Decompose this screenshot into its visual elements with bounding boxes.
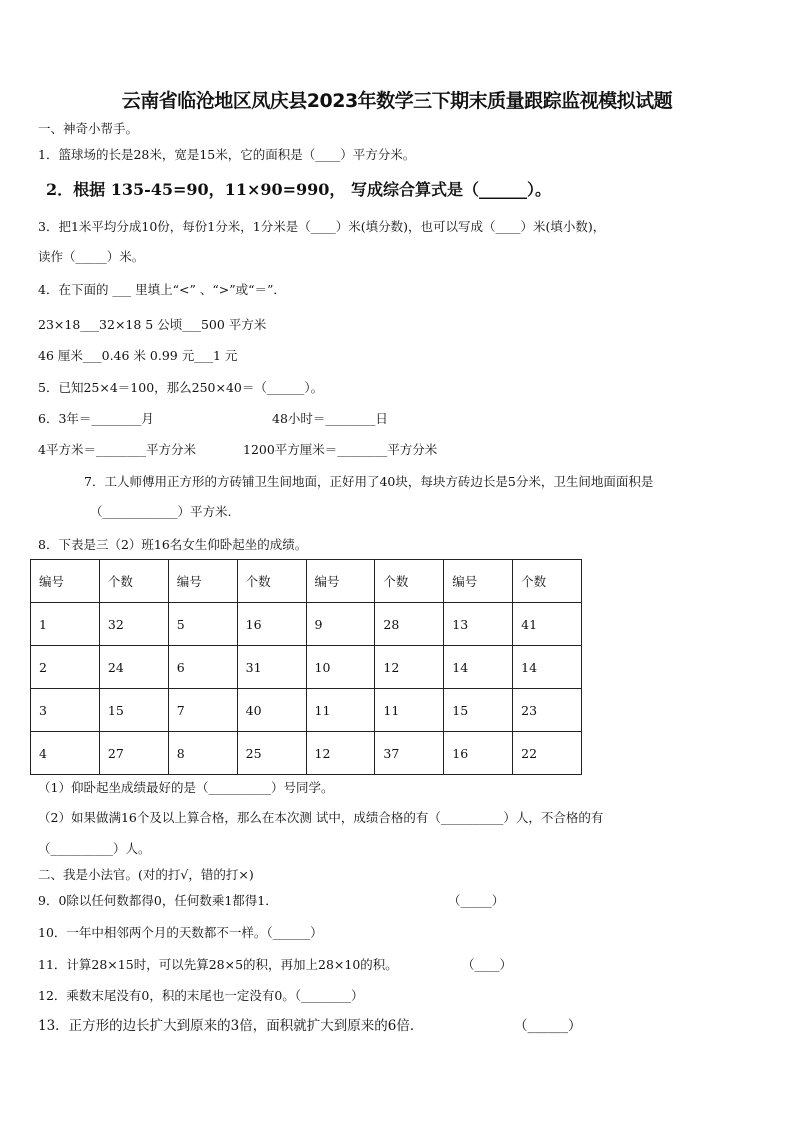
table-cell: 9 — [306, 603, 375, 646]
table-header-cell: 个数 — [375, 560, 444, 603]
table-cell: 14 — [444, 646, 513, 689]
table-cell: 11 — [375, 689, 444, 732]
table-header-cell: 个数 — [513, 560, 582, 603]
section-heading-2: 二、我是小法官。(对的打√，错的打×) — [38, 867, 254, 882]
table-cell: 5 — [168, 603, 237, 646]
table-cell: 14 — [513, 646, 582, 689]
table-cell: 7 — [168, 689, 237, 732]
table-header-cell: 编号 — [444, 560, 513, 603]
table-cell: 31 — [237, 646, 306, 689]
table-cell: 28 — [375, 603, 444, 646]
question-8-part-1: （1）仰卧起坐成绩最好的是（__________）号同学。 — [38, 780, 334, 795]
question-6-b: 48小时＝________日 — [272, 411, 388, 426]
table-cell: 23 — [513, 689, 582, 732]
question-7-line-2: （____________）平方米. — [90, 504, 232, 519]
table-header-cell: 编号 — [306, 560, 375, 603]
section-heading-1: 一、神奇小帮手。 — [38, 121, 139, 136]
table-cell: 25 — [237, 732, 306, 775]
table-cell: 16 — [237, 603, 306, 646]
question-3-line-1: 3．把1米平均分成10份，每份1分米，1分米是（____）米(填分数)，也可以写成（____）米(填小数)， — [38, 219, 606, 234]
question-8-part-2-line-2: （__________）人。 — [38, 841, 151, 856]
table-header-cell: 个数 — [237, 560, 306, 603]
table-cell: 4 — [31, 732, 100, 775]
question-4-row-1: 23×18___32×18 5 公顷___500 平方米 — [38, 317, 267, 332]
question-5: 5．已知25×4＝100，那么250×40＝（______）。 — [38, 380, 324, 395]
table-cell: 8 — [168, 732, 237, 775]
question-6-c: 4平方米＝________平方分米 — [38, 442, 196, 457]
table-cell: 13 — [444, 603, 513, 646]
table-cell: 24 — [99, 646, 168, 689]
question-12: 12．乘数末尾没有0，积的末尾也一定没有0。（________） — [38, 988, 364, 1003]
question-4: 4．在下面的 ___ 里填上“<” 、“>”或“＝”． — [38, 282, 286, 297]
question-4-row-2: 46 厘米___0.46 米 0.99 元___1 元 — [38, 348, 238, 363]
question-1: 1．篮球场的长是28米，宽是15米，它的面积是（____）平方分米。 — [38, 147, 416, 162]
question-13: 13．正方形的边长扩大到原来的3倍，面积就扩大到原来的6倍． — [38, 1018, 424, 1034]
table-header-row — [31, 560, 582, 603]
table-cell: 15 — [99, 689, 168, 732]
question-6-d: 1200平方厘米＝________平方分米 — [243, 442, 438, 457]
table-cell: 1 — [31, 603, 100, 646]
table-cell: 12 — [306, 732, 375, 775]
table-cell: 22 — [513, 732, 582, 775]
table-row — [31, 646, 582, 689]
table-header-cell: 个数 — [99, 560, 168, 603]
question-2: 2．根据 135-45=90，11×90=990， 写成综合算式是（______）。 — [46, 180, 551, 199]
table-cell: 6 — [168, 646, 237, 689]
table-cell: 15 — [444, 689, 513, 732]
question-10: 10．一年中相邻两个月的天数都不一样。（______） — [38, 925, 323, 940]
table-cell: 37 — [375, 732, 444, 775]
table-row — [31, 732, 582, 775]
question-7-line-1: 7．工人师傅用正方形的方砖铺卫生间地面，正好用了40块，每块方砖边长是5分米，卫生间地面面积是 — [84, 474, 654, 489]
table-cell: 3 — [31, 689, 100, 732]
table-cell: 41 — [513, 603, 582, 646]
table-cell: 11 — [306, 689, 375, 732]
table-cell: 27 — [99, 732, 168, 775]
table-cell: 40 — [237, 689, 306, 732]
question-3-line-2: 读作（_____）米。 — [38, 249, 145, 264]
scores-table — [30, 559, 582, 775]
question-11-blank: （____） — [462, 957, 513, 972]
question-9: 9．0除以任何数都得0，任何数乘1都得1． — [38, 893, 278, 908]
question-8: 8．下表是三（2）班16名女生仰卧起坐的成绩。 — [38, 537, 308, 552]
table-cell: 32 — [99, 603, 168, 646]
table-header-cell: 编号 — [31, 560, 100, 603]
table-row — [31, 689, 582, 732]
question-9-blank: （_____） — [448, 893, 505, 908]
table-header-cell: 编号 — [168, 560, 237, 603]
table-cell: 10 — [306, 646, 375, 689]
question-6-a: 6．3年＝________月 — [38, 411, 154, 426]
table-cell: 16 — [444, 732, 513, 775]
question-8-part-2-line-1: （2）如果做满16个及以上算合格，那么在本次测 试中，成绩合格的有（__________）人，不合格的有 — [38, 810, 604, 825]
question-11: 11．计算28×15时，可以先算28×5的积，再加上28×10的积。 — [38, 957, 398, 972]
table-cell: 12 — [375, 646, 444, 689]
table-row — [31, 603, 582, 646]
question-13-blank: （______） — [514, 1018, 582, 1034]
page-title: 云南省临沧地区凤庆县2023年数学三下期末质量跟踪监视模拟试题 — [121, 90, 673, 112]
table-cell: 2 — [31, 646, 100, 689]
